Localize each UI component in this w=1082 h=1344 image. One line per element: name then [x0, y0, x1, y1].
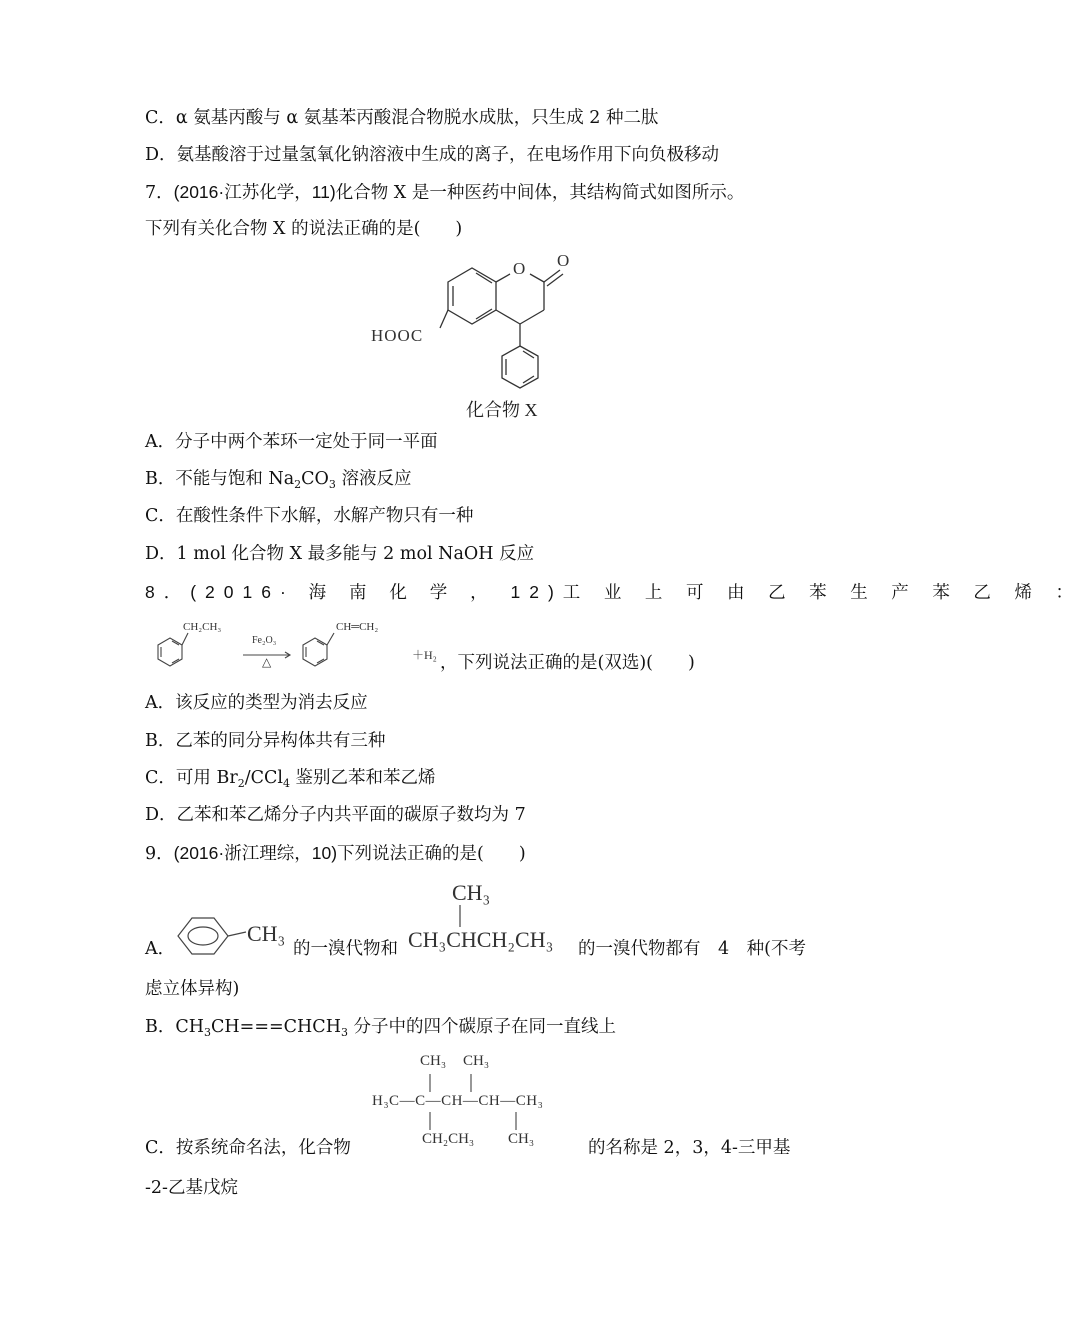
q9-option-a-label: A． [145, 939, 176, 959]
q9c-top-ch3-1: CH₃ [420, 1053, 447, 1069]
q8-stem-tail: ，下列说法正确的是(双选)( ) [440, 653, 695, 673]
q8-product-group: CH═CH₂ [336, 621, 379, 633]
q8-plus-h2: ＋H₂ [412, 648, 437, 662]
q9-option-c-line2: -2-乙基戊烷 [145, 1178, 238, 1198]
q8-catalyst: Fe₂O₃ [252, 635, 277, 646]
compound-x-ring-oxygen: O [513, 259, 526, 278]
q9-option-a-line2: 虑立体异构) [145, 979, 240, 999]
q6-option-c: C．α 氨基丙酸与 α 氨基苯丙酸混合物脱水成肽，只生成 2 种二肽 [145, 108, 659, 128]
q7-stem-text: 化合物 X 是一种医药中间体，其结构简式如图所示。 [335, 183, 745, 203]
compound-x-keto-oxygen: O [557, 251, 570, 270]
q8-stem-text: 工 业 上 可 由 乙 苯 生 产 苯 乙 烯 ： [562, 583, 1082, 603]
q8-option-d: D．乙苯和苯乙烯分子内共平面的碳原子数均为 7 [145, 805, 526, 825]
q8-option-c: C．可用 $Br_2/CCl_4$ 鉴别乙苯和苯乙烯 [145, 768, 436, 790]
q9-chain: CH₃CHCH₂CH₃ [408, 927, 554, 952]
q7-stem [145, 180, 744, 205]
q9-stem [145, 841, 526, 866]
q8-heat-symbol: △ [262, 655, 272, 669]
q9c-main-chain: H₃C—C—CH—CH—CH₃ [372, 1093, 544, 1109]
q7-option-a: A．分子中两个苯环一定处于同一平面 [145, 432, 438, 452]
compound-x-hooc: HOOC [371, 326, 424, 345]
q9-stem-text: 下列说法正确的是( ) [337, 844, 526, 864]
q7-stem-line2: 下列有关化合物 X 的说法正确的是( ) [145, 219, 463, 239]
q9-number: 9． [145, 844, 174, 864]
q7-option-c: C．在酸性条件下水解，水解产物只有一种 [145, 506, 474, 526]
q9-branch-ch3: CH₃ [452, 880, 491, 905]
q8-source: (2016· 海 南 化 学 ， 12) [190, 582, 563, 602]
q8-number: 8． [145, 582, 191, 602]
q8-option-a: A．该反应的类型为消去反应 [145, 693, 368, 713]
q7-number: 7． [145, 183, 174, 203]
q7-option-b: B．不能与饱和 $Na_2CO_3$ 溶液反应 [145, 469, 412, 491]
q7-source: (2016·江苏化学，11) [173, 182, 336, 202]
q8-stem [145, 580, 1082, 605]
q9-option-c-tail: 的名称是 2，3，4-三甲基 [588, 1138, 791, 1158]
q9-option-a-mid: 的一溴代物和 [293, 939, 398, 959]
q8-option-b: B．乙苯的同分异构体共有三种 [145, 731, 386, 751]
q9c-bottom-ch3: CH₃ [508, 1131, 535, 1147]
q9-toluene-ch3: CH₃ [247, 921, 286, 946]
q6-option-d: D．氨基酸溶于过量氢氧化钠溶液中生成的离子，在电场作用下向负极移动 [145, 145, 720, 165]
q8-reactant-group: CH₂CH₃ [183, 621, 222, 633]
q9c-bottom-ethyl: CH₂CH₃ [422, 1131, 475, 1147]
q9-option-a-tail: 的一溴代物都有 4 种(不考 [578, 939, 806, 959]
q9c-top-ch3-2: CH₃ [463, 1053, 490, 1069]
q9-option-c-label: C．按系统命名法，化合物 [145, 1138, 351, 1158]
q9-source: (2016·浙江理综，10) [173, 843, 338, 863]
q7-option-d: D．1 mol 化合物 X 最多能与 2 mol NaOH 反应 [145, 544, 535, 564]
q9-option-b: B．$CH_3CH===CHCH_3$ 分子中的四个碳原子在同一直线上 [145, 1017, 617, 1039]
compound-x-caption: 化合物 X [466, 400, 538, 420]
